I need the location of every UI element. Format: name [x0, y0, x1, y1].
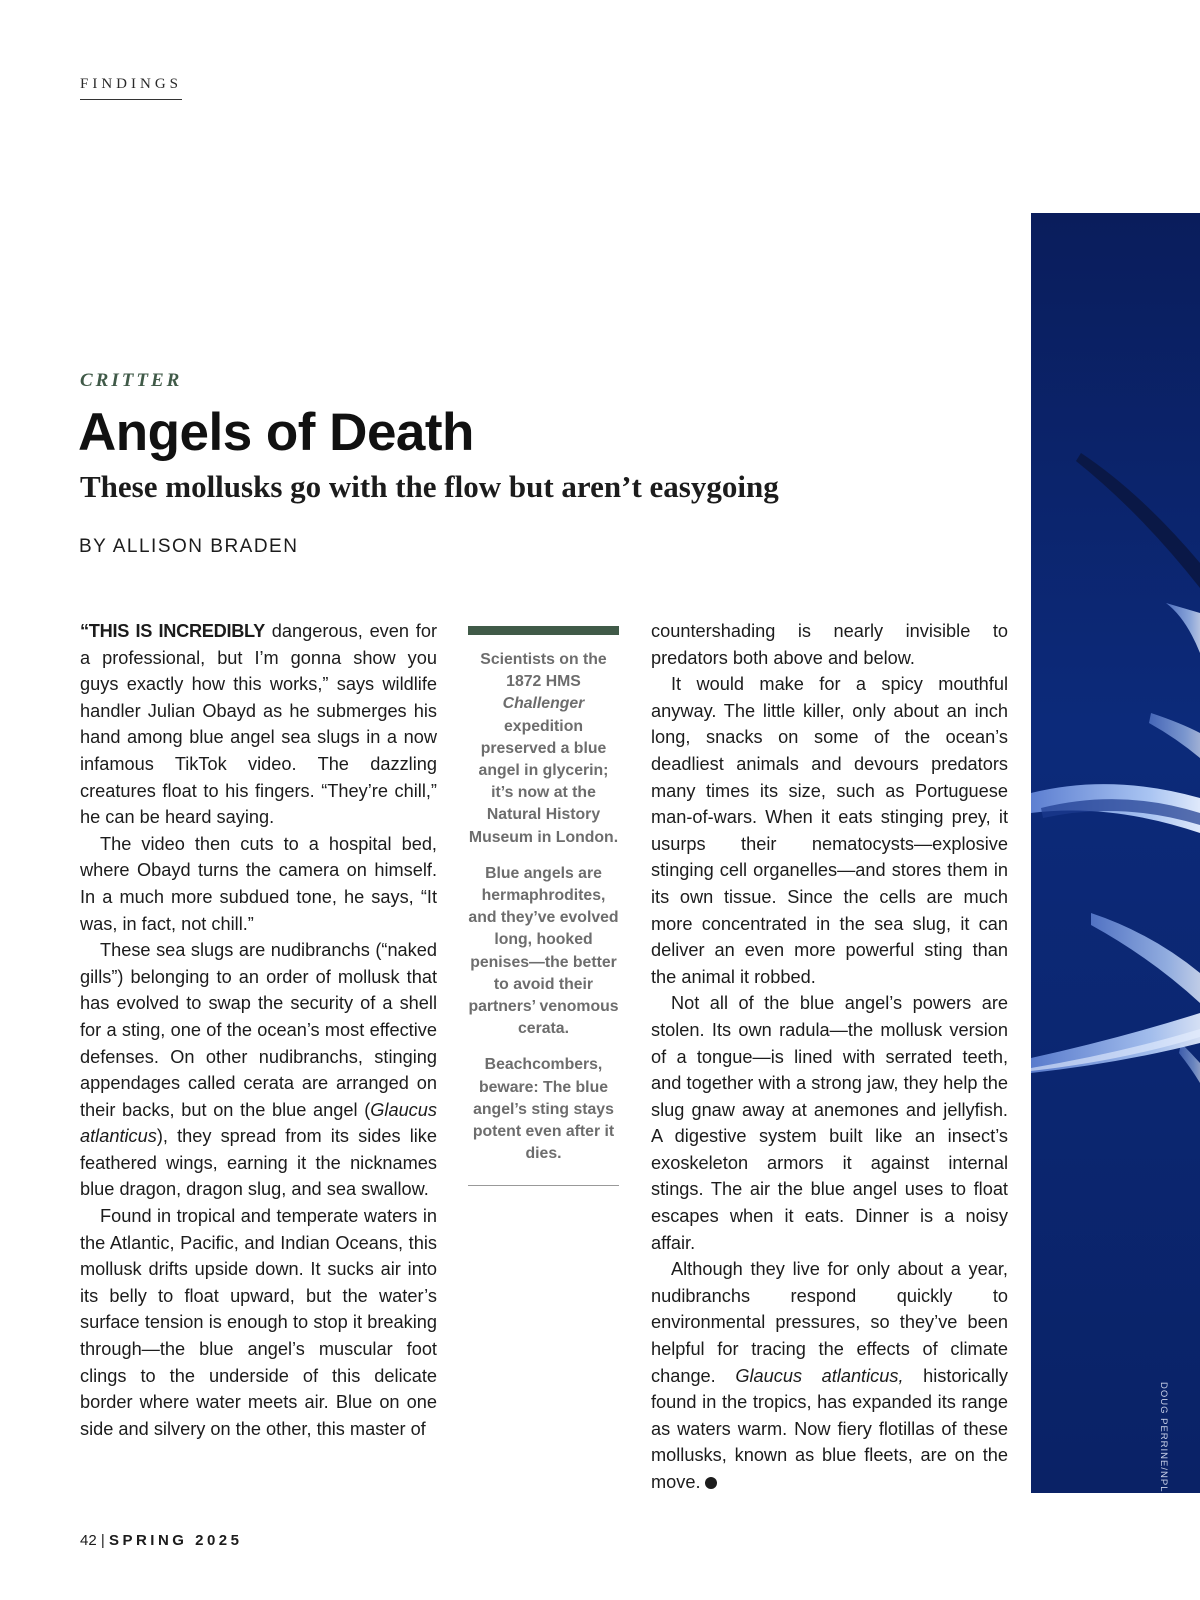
species-name: Glaucus atlanticus,: [735, 1365, 904, 1386]
paragraph: The video then cuts to a hospital bed, where Obayd turns the camera on himself. In a much more subdued tone, he says, “It was, in fact, not chill.”: [80, 833, 437, 934]
paragraph: [80, 618, 437, 831]
paragraph-text: historically found in the tropics, has expanded its range as waters warm. Now fiery flotillas of these mollusks, known as blue fleets, are on the move.: [651, 1365, 1008, 1492]
section-label: FINDINGS: [80, 76, 182, 100]
article-column-1: [80, 618, 437, 1442]
paragraph: It would make for a spicy mouthful anyway. The little killer, only about an inch long, snacks on some of the ocean’s deadliest animals and devours predators many times its size, such as Portuguese man-of-wars. When it eats stinging prey, it usurps their nematocysts—explosive stinging cell organelles—and stores them in its own tissue. Since the cells are much more concentrated in the sea slug, it can deliver an even more powerful sting than the animal it robbed.: [651, 674, 1008, 987]
paragraph: Not all of the blue angel’s powers are stolen. Its own radula—the mollusk version of a tongue—is lined with serrated teeth, and together with a strong jaw, they help the slug gnaw away at anemones and jellyfish. A digestive system built like an insect’s exoskeleton armors it against internal stings. The air the blue angel uses to float escapes when it eats. Dinner is a noisy affair.: [651, 993, 1008, 1253]
headline: Angels of Death: [78, 403, 474, 462]
sidebar-fact: [468, 649, 619, 849]
article-column-3: [651, 618, 1008, 1496]
paragraph-text: ), they spread from its sides like feathered wings, earning it the nicknames blue dragon, dragon slug, and sea swallow.: [80, 1126, 437, 1200]
cerata-shape: [1076, 453, 1200, 588]
species-name: Glaucus atlanticus: [80, 1099, 437, 1147]
fact-text: expedition preserved a blue angel in glycerin; it’s now at the Natural History Museum in London.: [468, 717, 619, 846]
lead-words: “THIS IS INCREDIBLY: [80, 621, 266, 641]
cerata-shape: [1179, 1043, 1200, 1083]
blue-angel-photo: [1031, 213, 1200, 1493]
photo-credit: DOUG PERRINE/NPL: [1158, 1382, 1169, 1493]
paragraph: [651, 1256, 1008, 1495]
paragraph: countershading is nearly invisible to predators both above and below.: [651, 621, 1008, 668]
paragraph-text: Although they live for only about a year, nudibranchs respond quickly to environmental pressures, so they’ve been helpful for tracing the effects of climate change.: [651, 1259, 1008, 1386]
paragraph: Found in tropical and temperate waters in the Atlantic, Pacific, and Indian Oceans, this mollusk drifts upside down. It sucks air into its belly to float upward, but the water’s surface tension is enough to stop it breaking through—the blue angel’s muscular foot clings to the underside of this delicate border where water meets air. Blue on one side and silvery on the other, this master of: [80, 1206, 437, 1439]
page-number: 42: [80, 1532, 97, 1549]
ship-name: Challenger: [502, 695, 585, 713]
facts-sidebar: [468, 626, 619, 1186]
end-mark-icon: [705, 1477, 717, 1489]
issue-date: SPRING 2025: [108, 1532, 243, 1549]
paragraph-text: These sea slugs are nudibranchs (“naked gills”) belonging to an order of mollusk that has evolved to swap the security of a shell for a sting, one of the ocean’s most effective defenses. On other nudibranchs, stinging appendages called cerata are arranged on their backs, but on the blue angel (: [80, 940, 437, 1120]
fact-text: Scientists on the 1872 HMS: [480, 651, 607, 691]
byline: BY ALLISON BRADEN: [79, 536, 299, 557]
folio: [80, 1532, 242, 1549]
cerata-shape: [1091, 913, 1200, 1003]
cerata-shape: [1166, 603, 1200, 653]
folio-separator: |: [100, 1532, 105, 1549]
sidebar-fact: Beachcombers, beware: The blue angel’s sting stays potent even after it dies.: [472, 1056, 615, 1163]
cerata-shape: [1149, 713, 1200, 758]
paragraph-text: dangerous, even for a professional, but I’m gonna show you guys exactly how this works,” says wildlife handler Julian Obayd as he submerges his hand among blue angel sea slugs in a now infamous TikTok video. The dazzling creatures float to his fingers. “They’re chill,” he can be heard saying.: [80, 621, 437, 828]
paragraph: [80, 937, 437, 1203]
dek: These mollusks go with the flow but aren’t easygoing: [80, 469, 779, 504]
kicker: CRITTER: [80, 370, 183, 391]
sidebar-fact: Blue angels are hermaphrodites, and they’ve evolved long, hooked penises—the better to avoid their partners’ venomous cerata.: [468, 864, 619, 1038]
sea-slug-illustration: [1031, 213, 1200, 1493]
